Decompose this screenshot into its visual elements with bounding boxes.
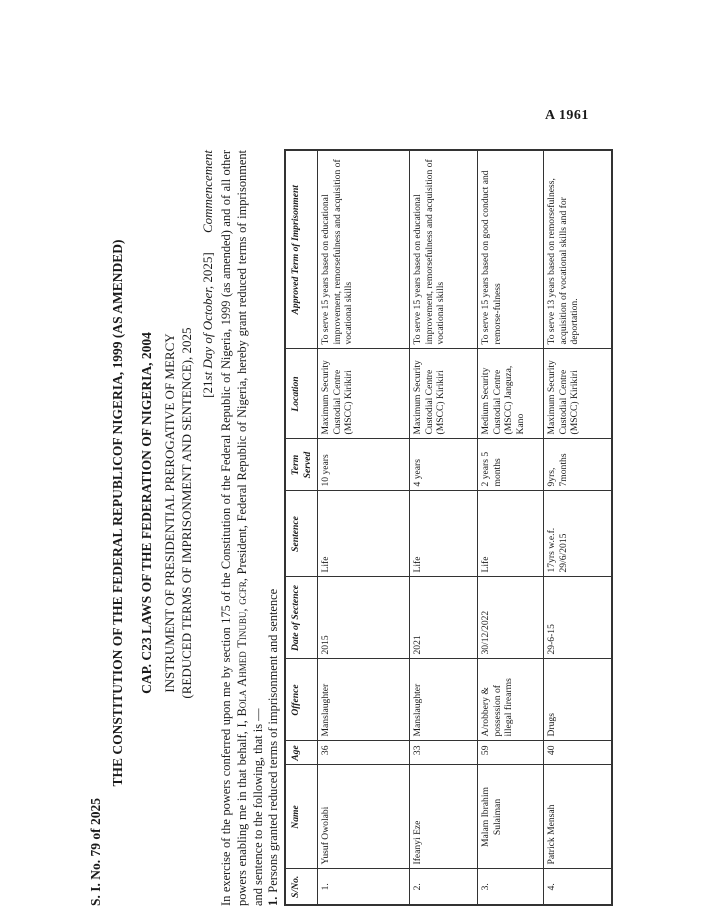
cell-approved: To serve 13 years based on remorsefulness, acquisition of vocational skills and for deportation.	[544, 150, 612, 349]
margin-note-commencement: Commencement	[200, 150, 215, 234]
cell-date: 2015	[318, 577, 410, 659]
cell-date: 2021	[410, 577, 478, 659]
heading-constitution: THE CONSTITUTION OF THE FEDERAL REPUBLICOF NIGERIA, 1999 (AS AMENDED)	[110, 239, 125, 787]
cell-location: Maximum Security Custodial Centre (MSCC) Kirikiri	[318, 349, 410, 439]
cell-approved: To serve 15 years based on educational improvement, remorsefulness and acquisition of vocational skills	[410, 150, 478, 349]
cell-served: 10 years	[318, 439, 410, 491]
preamble-paragraph: In exercise of the powers conferred upon me by section 175 of the Constitution of the Federal Republic of Nigeria, 1999 (as amended) and of all other powers enabling me in that behalf, I, Bola Ahmed Tinubu, gcfr, President, Federal Republic of Nigeria, hereby grant reduced terms of imprisonment and sentence to the following, that is —	[219, 150, 265, 906]
cell-sno: 3.	[478, 869, 544, 905]
cell-approved: To serve 15 years based on good conduct and remorse-fulness	[478, 150, 544, 349]
cell-name: Ifeanyi Eze	[410, 765, 478, 869]
cell-offence: Manslaughter	[318, 659, 410, 741]
rotated-document-body	[86, 150, 598, 906]
table-row	[478, 150, 544, 905]
heading-instrument: INSTRUMENT OF PRESIDENTIAL PREROGATIVE OF MERCY	[162, 333, 177, 693]
cell-age: 59	[478, 741, 544, 765]
cell-approved: To serve 15 years based on educational improvement, remorsefulness and acquisition of vocational skills	[318, 150, 410, 349]
cell-sentence: Life	[410, 491, 478, 577]
cell-name: Malam Ibrahim Sulaiman	[478, 765, 544, 869]
heading-subtitle: (REDUCED TERMS OF IMPRISONMENT AND SENTENCE), 2025	[179, 327, 194, 699]
cell-sentence: Life	[318, 491, 410, 577]
table-row	[410, 150, 478, 905]
col-offence: Offence	[285, 659, 318, 741]
col-sno: S/No.	[285, 869, 318, 905]
col-approved-term: Approved Term of Imprisonment	[285, 150, 318, 349]
cell-date: 29-6-15	[544, 577, 612, 659]
commencement-date: [21st Day of October, 2025]	[200, 252, 215, 398]
table-header-row	[285, 150, 318, 905]
col-date: Date of Sectence	[285, 577, 318, 659]
col-term-served: Term Served	[285, 439, 318, 491]
commencement-line	[200, 150, 216, 398]
col-location: Location	[285, 349, 318, 439]
cell-location: Maximum Security Custodial Centre (MSCC) Kirikiri	[544, 349, 612, 439]
col-sentence: Sentence	[285, 491, 318, 577]
table-row	[544, 150, 612, 905]
president-name: Bola Ahmed Tinubu, gcfr	[235, 581, 249, 717]
instrument-number: S. I. No. 79 of 2025	[88, 797, 103, 906]
cell-sno: 1.	[318, 869, 410, 905]
persons-table	[284, 149, 613, 906]
table-row	[318, 150, 410, 905]
cell-location: Medium Security Custodial Centre (MSCC) Janguza, Kano	[478, 349, 544, 439]
col-name: Name	[285, 765, 318, 869]
page-number: A 1961	[545, 108, 589, 123]
col-age: Age	[285, 741, 318, 765]
cell-date: 30/12/2022	[478, 577, 544, 659]
cell-offence: Manslaughter	[410, 659, 478, 741]
cell-sentence: 17yrs w.e.f. 29/6/2015	[544, 491, 612, 577]
cell-served: 9yrs, 7months	[544, 439, 612, 491]
cell-age: 33	[410, 741, 478, 765]
heading-cap: CAP. C23 LAWS OF THE FEDERATION OF NIGERIA, 2004	[139, 332, 154, 694]
cell-offence: A/robbery & possession of illegal firearms	[478, 659, 544, 741]
cell-offence: Drugs	[544, 659, 612, 741]
section-heading: 1.Persons granted reduced terms of imprisonment and sentence	[266, 588, 280, 906]
cell-name: Yusuf Owolabi	[318, 765, 410, 869]
cell-name: Patrick Mensah	[544, 765, 612, 869]
cell-served: 2 years 5 months	[478, 439, 544, 491]
cell-age: 36	[318, 741, 410, 765]
cell-age: 40	[544, 741, 612, 765]
cell-location: Maximum Security Custodial Centre (MSCC) Kirikiri	[410, 349, 478, 439]
cell-served: 4 years	[410, 439, 478, 491]
cell-sno: 4.	[544, 869, 612, 905]
cell-sno: 2.	[410, 869, 478, 905]
cell-sentence: Life	[478, 491, 544, 577]
